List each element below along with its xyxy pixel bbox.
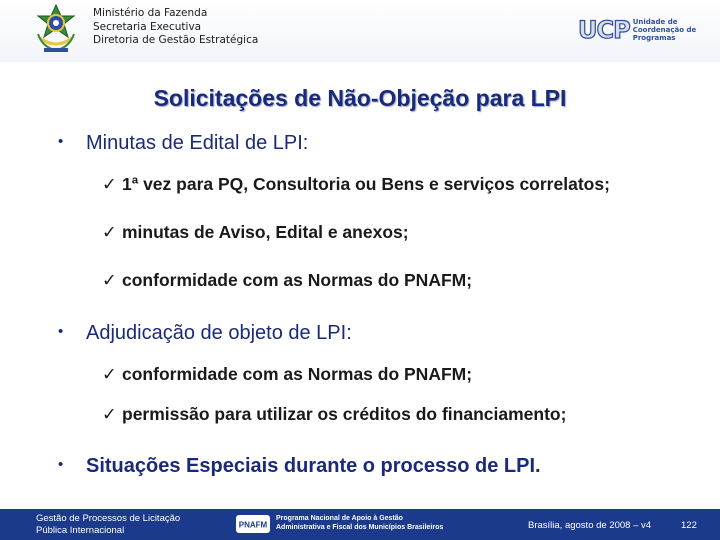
slide-title: [0, 85, 720, 112]
bullet-icon: •: [58, 323, 64, 340]
footer-bar: [0, 509, 720, 540]
bullet-icon: •: [58, 456, 64, 473]
checkmark-icon: ✓: [102, 174, 117, 194]
checkmark-icon: ✓: [102, 222, 117, 242]
list-item-text: conformidade com as Normas do PNAFM;: [122, 270, 473, 290]
bullet-icon: •: [58, 133, 64, 150]
ministry-block: [93, 7, 258, 48]
section-heading: [58, 322, 352, 345]
pnafm-logo-icon: [236, 515, 270, 533]
secretariat-name: Secretaria Executiva: [93, 20, 202, 33]
program-name-line: Programa Nacional de Apoio à Gestão: [276, 515, 403, 522]
ucp-tagline: [632, 18, 697, 42]
program-name-line: Administrativa e Fiscal dos Municípios Brasileiros: [276, 523, 444, 531]
ucp-tagline-line: Coordenação de: [632, 26, 697, 34]
ucp-logo: [578, 16, 697, 44]
section-heading: [58, 455, 541, 478]
section-heading-text: Adjudicação de objeto de LPI:: [86, 322, 352, 344]
list-item-text: minutas de Aviso, Edital e anexos;: [122, 222, 409, 242]
coat-of-arms-icon: [34, 4, 78, 54]
course-name-line: Gestão de Processos de Licitação: [36, 513, 181, 524]
list-item: [102, 404, 566, 425]
list-item-text: permissão para utilizar os créditos do financiamento;: [122, 404, 567, 424]
ucp-tagline-line: Programas: [632, 34, 676, 42]
ucp-logo-text: UCP: [578, 16, 630, 44]
slide-title-text: Solicitações de Não-Objeção para LPI: [153, 85, 567, 111]
section-heading-text: Minutas de Edital de LPI:: [86, 132, 309, 154]
section-heading: [58, 132, 308, 155]
list-item: [102, 174, 610, 195]
program-name: [276, 515, 443, 532]
section-heading-text: Situações Especiais durante o processo de LPI.: [86, 455, 541, 477]
list-item-text: 1ª vez para PQ, Consultoria ou Bens e serviços correlatos;: [122, 174, 610, 194]
ministry-name: Ministério da Fazenda: [93, 7, 208, 19]
course-name-line: Pública Internacional: [36, 525, 125, 536]
list-item: [102, 270, 472, 291]
list-item: [102, 364, 472, 385]
course-name: [36, 513, 180, 537]
checkmark-icon: ✓: [102, 270, 117, 290]
directorate-name: Diretoria de Gestão Estratégica: [93, 34, 259, 46]
version-date: Brasília, agosto de 2008 – v4: [528, 520, 652, 531]
pnafm-logo-text: PNAFM: [238, 520, 268, 530]
ucp-tagline-line: Unidade de: [632, 18, 678, 26]
checkmark-icon: ✓: [102, 404, 117, 424]
list-item: [102, 222, 409, 243]
page-number: 122: [681, 520, 697, 531]
list-item-text: conformidade com as Normas do PNAFM;: [122, 364, 473, 384]
checkmark-icon: ✓: [102, 364, 117, 384]
